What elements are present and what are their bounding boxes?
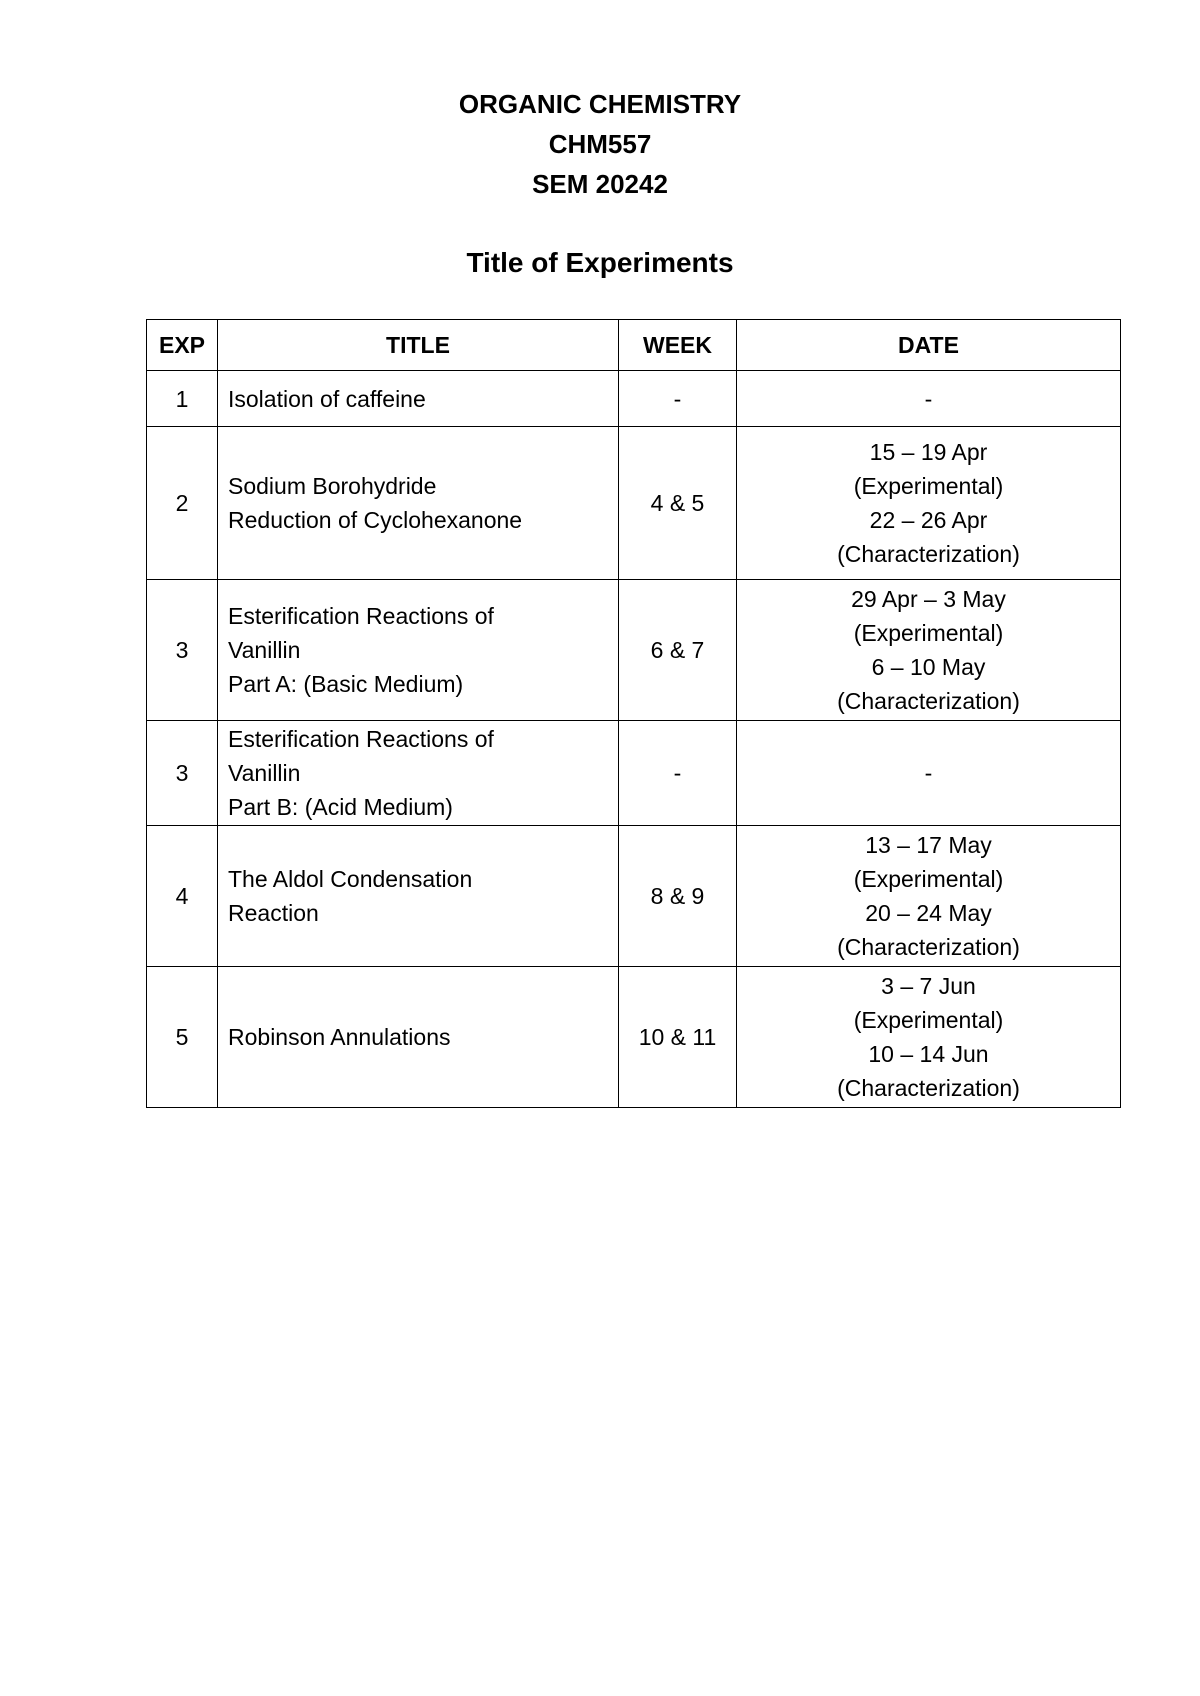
cell-exp: 3 xyxy=(147,580,218,721)
cell-title xyxy=(218,427,619,580)
date-range: 15 – 19 Apr xyxy=(869,439,988,465)
title-line: Esterification Reactions of xyxy=(228,603,494,629)
table-row xyxy=(147,826,1121,967)
column-header-week: WEEK xyxy=(619,320,737,371)
title-line: Sodium Borohydride xyxy=(228,473,437,499)
date-phase-label: (Experimental) xyxy=(853,473,1004,499)
table-row xyxy=(147,371,1121,427)
cell-date xyxy=(737,371,1121,427)
cell-title xyxy=(218,721,619,826)
date-phase-label: (Experimental) xyxy=(853,620,1004,646)
cell-title xyxy=(218,371,619,427)
date-line: - xyxy=(924,385,933,412)
title-line: Esterification Reactions of xyxy=(228,726,494,752)
title-line: Part A: (Basic Medium) xyxy=(228,671,464,697)
column-header-exp: EXP xyxy=(147,320,218,371)
cell-exp: 5 xyxy=(147,967,218,1108)
table-row xyxy=(147,427,1121,580)
cell-date xyxy=(737,967,1121,1108)
cell-week: 10 & 11 xyxy=(619,967,737,1108)
cell-title xyxy=(218,580,619,721)
cell-week: 4 & 5 xyxy=(619,427,737,580)
cell-week: 8 & 9 xyxy=(619,826,737,967)
date-phase-label: (Experimental) xyxy=(853,1007,1004,1033)
experiments-table xyxy=(146,319,1121,1108)
title-line: Isolation of caffeine xyxy=(228,385,426,412)
title-line: Vanillin xyxy=(228,637,301,663)
date-phase-label: (Characterization) xyxy=(837,934,1020,960)
column-header-title: TITLE xyxy=(218,320,619,371)
cell-date xyxy=(737,826,1121,967)
date-phase-label: (Characterization) xyxy=(837,688,1020,714)
title-line: Vanillin xyxy=(228,760,301,786)
title-line: Robinson Annulations xyxy=(228,1024,451,1050)
cell-exp: 4 xyxy=(147,826,218,967)
date-phase-label: (Characterization) xyxy=(837,541,1020,567)
semester: SEM 20242 xyxy=(532,169,668,199)
cell-date xyxy=(737,427,1121,580)
table-row xyxy=(147,967,1121,1108)
date-line: - xyxy=(924,760,933,786)
column-header-date: DATE xyxy=(737,320,1121,371)
title-line: Reaction xyxy=(228,900,319,926)
course-code: CHM557 xyxy=(548,129,652,159)
date-range: 22 – 26 Apr xyxy=(869,507,988,533)
course-name: ORGANIC CHEMISTRY xyxy=(458,89,742,119)
cell-exp: 3 xyxy=(147,721,218,826)
date-range: 29 Apr – 3 May xyxy=(851,586,1006,612)
cell-title xyxy=(218,967,619,1108)
cell-title xyxy=(218,826,619,967)
page-title: Title of Experiments xyxy=(466,247,734,278)
date-range: 3 – 7 Jun xyxy=(881,973,976,999)
title-line: Part B: (Acid Medium) xyxy=(228,794,453,820)
date-range: 6 – 10 May xyxy=(871,654,986,680)
date-range: 10 – 14 Jun xyxy=(868,1041,989,1067)
table-row xyxy=(147,580,1121,721)
cell-date xyxy=(737,580,1121,721)
table-header-row xyxy=(147,320,1121,371)
cell-date xyxy=(737,721,1121,826)
cell-week: - xyxy=(619,721,737,826)
title-line: The Aldol Condensation xyxy=(228,866,473,892)
cell-exp: 2 xyxy=(147,427,218,580)
date-range: 20 – 24 May xyxy=(865,900,992,926)
table-row xyxy=(147,721,1121,826)
cell-week: 6 & 7 xyxy=(619,580,737,721)
date-phase-label: (Characterization) xyxy=(837,1075,1020,1101)
title-line: Reduction of Cyclohexanone xyxy=(228,507,523,533)
date-phase-label: (Experimental) xyxy=(853,866,1004,892)
cell-week: - xyxy=(619,371,737,427)
date-range: 13 – 17 May xyxy=(865,832,992,858)
cell-exp: 1 xyxy=(147,371,218,427)
